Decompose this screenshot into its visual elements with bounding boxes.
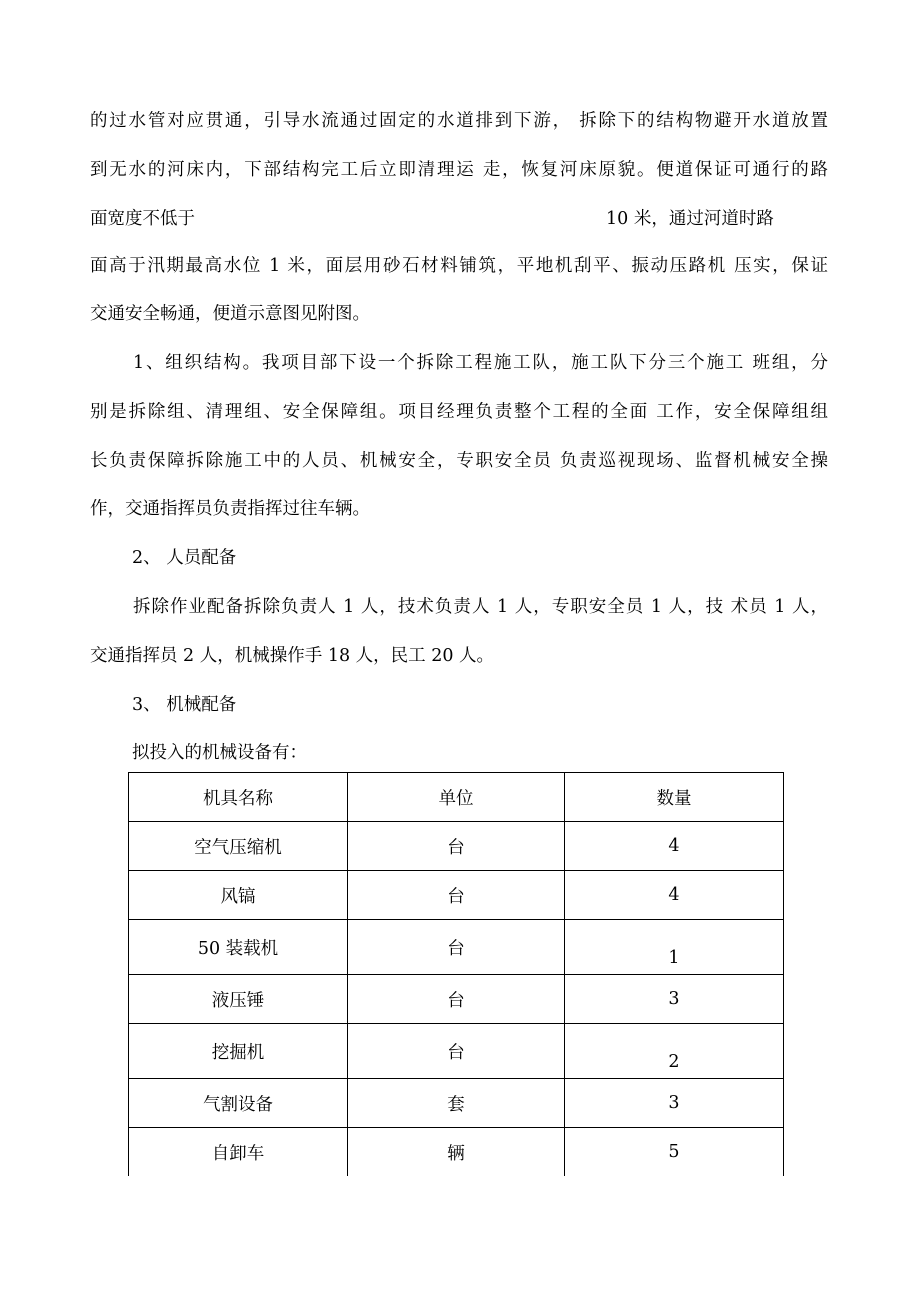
table-row bbox=[129, 975, 784, 1024]
table-cell: 自卸车 bbox=[129, 1128, 348, 1177]
section-heading: 2、 人员配备 bbox=[132, 548, 237, 568]
section-heading: 3、 机械配备 bbox=[132, 695, 237, 715]
table-cell: 套 bbox=[348, 1079, 565, 1128]
paragraph-line: 的过水管对应贯通，引导水流通过固定的水道排到下游， 拆除下的结构物避开水道放置 bbox=[90, 111, 828, 131]
table-row bbox=[129, 871, 784, 920]
paragraph-line: 面高于汛期最高水位 1 米，面层用砂石材料铺筑，平地机刮平、振动压路机 压实，保证 bbox=[90, 256, 828, 276]
table-cell: 1 bbox=[565, 920, 784, 975]
table-cell: 4 bbox=[565, 822, 784, 871]
paragraph-line: 交通安全畅通，便道示意图见附图。 bbox=[90, 304, 370, 324]
table-cell: 3 bbox=[565, 1079, 784, 1128]
table-header-cell: 单位 bbox=[348, 773, 565, 822]
table-cell: 3 bbox=[565, 975, 784, 1024]
table-row bbox=[129, 1128, 784, 1177]
table-cell: 气割设备 bbox=[129, 1079, 348, 1128]
table-row bbox=[129, 822, 784, 871]
equipment-table bbox=[128, 772, 784, 1176]
paragraph-line: 拟投入的机械设备有： bbox=[132, 743, 307, 763]
table-header-cell: 数量 bbox=[565, 773, 784, 822]
table-cell: 台 bbox=[348, 975, 565, 1024]
table-cell: 空气压缩机 bbox=[129, 822, 348, 871]
paragraph-line: 交通指挥员 2 人，机械操作手 18 人，民工 20 人。 bbox=[90, 646, 495, 666]
table-cell: 4 bbox=[565, 871, 784, 920]
paragraph-line-b: 10 米，通过河道时路 bbox=[606, 209, 774, 229]
table-row bbox=[129, 1024, 784, 1079]
table-cell: 挖掘机 bbox=[129, 1024, 348, 1079]
paragraph-line: 到无水的河床内，下部结构完工后立即清理运 走，恢复河床原貌。便道保证可通行的路 bbox=[90, 160, 828, 180]
table-cell: 台 bbox=[348, 1024, 565, 1079]
table-row bbox=[129, 920, 784, 975]
table-cell: 50 装载机 bbox=[129, 920, 348, 975]
table-cell: 风镐 bbox=[129, 871, 348, 920]
table-cell: 台 bbox=[348, 920, 565, 975]
table-row bbox=[129, 1079, 784, 1128]
table-header-cell: 机具名称 bbox=[129, 773, 348, 822]
table-cell: 辆 bbox=[348, 1128, 565, 1177]
table-cell: 台 bbox=[348, 871, 565, 920]
table-cell: 液压锤 bbox=[129, 975, 348, 1024]
paragraph-line: 别是拆除组、清理组、安全保障组。项目经理负责整个工程的全面 工作，安全保障组组 bbox=[90, 402, 828, 422]
table-header-row bbox=[129, 773, 784, 822]
table-cell: 2 bbox=[565, 1024, 784, 1079]
paragraph-line: 长负责保障拆除施工中的人员、机械安全，专职安全员 负责巡视现场、监督机械安全操 bbox=[90, 451, 828, 471]
paragraph-line: 拆除作业配备拆除负责人 1 人，技术负责人 1 人，专职安全员 1 人，技 术员 1 人， bbox=[133, 597, 828, 617]
paragraph-line: 作，交通指挥员负责指挥过往车辆。 bbox=[90, 499, 370, 519]
table-cell: 台 bbox=[348, 822, 565, 871]
table-cell: 5 bbox=[565, 1128, 784, 1177]
paragraph-line-a: 面宽度不低于 bbox=[90, 209, 195, 229]
paragraph-line: 1、组织结构。我项目部下设一个拆除工程施工队，施工队下分三个施工 班组，分 bbox=[133, 353, 828, 373]
